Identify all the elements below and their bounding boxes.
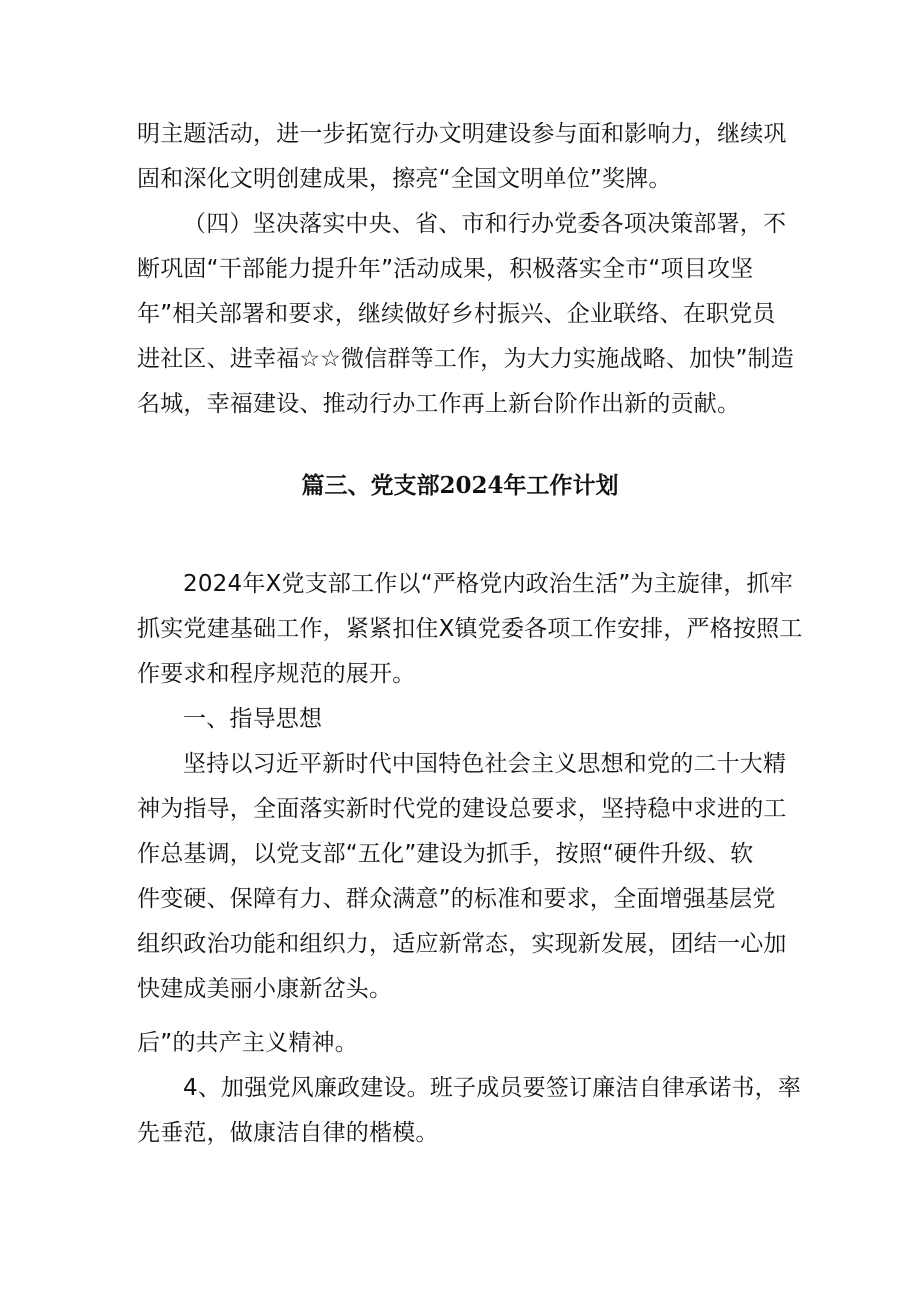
text-line: 神为指导，全面落实新时代党的建设总要求，坚持稳中求进的工 (137, 796, 787, 822)
paragraph-continued (137, 112, 797, 202)
text-line: 明主题活动，进一步拓宽行办文明建设参与面和影响力，继续巩 (137, 121, 787, 147)
text-line: 4、加强党风廉政建设。班子成员要签订廉洁自律承诺书，率 (183, 1075, 802, 1101)
text-line: 一、指导思想 (183, 706, 323, 732)
text-line: （四）坚决落实中央、省、市和行办党委各项决策部署，不 (183, 211, 787, 237)
text-line: 进社区、进幸福☆☆微信群等工作，为大力实施战略、加快”制造 (137, 346, 794, 372)
text-line: 快建成美丽小康新岔头。 (137, 976, 393, 1002)
paragraph-fragment (137, 1021, 797, 1066)
text-line: 抓实党建基础工作，紧紧扣住X镇党委各项工作安排，严格按照工 (137, 616, 803, 642)
paragraph-item-four (137, 1066, 802, 1156)
text-line: 名城，幸福建设、推动行办工作再上新台阶作出新的贡献。 (137, 391, 741, 417)
guiding-title (137, 697, 797, 742)
paragraph-section-four (137, 202, 797, 427)
text-line: 后”的共产主义精神。 (137, 1030, 358, 1056)
paragraph-guiding (137, 742, 797, 1012)
text-line: 组织政治功能和组织力，适应新常态，实现新发展，团结一心加 (137, 931, 787, 957)
text-line: 2024年X党支部工作以“严格党内政治生活”为主旋律，抓牢 (183, 571, 793, 597)
text-line: 作总基调，以党支部“五化”建设为抓手，按照“硬件升级、软 (137, 841, 754, 867)
text-line: 固和深化文明创建成果，擦亮“全国文明单位”奖牌。 (137, 166, 672, 192)
paragraph-intro (137, 562, 803, 697)
text-line: 年”相关部署和要求，继续做好乡村振兴、企业联络、在职党员 (137, 301, 776, 327)
text-line: 断巩固“干部能力提升年”活动成果，积极落实全市“项目攻坚 (137, 256, 754, 282)
section-heading: 篇三、党支部2024年工作计划 (301, 472, 619, 499)
text-line: 先垂范，做康洁自律的楷模。 (137, 1120, 439, 1146)
text-line: 坚持以习近平新时代中国特色社会主义思想和党的二十大精 (183, 751, 787, 777)
text-line: 件变硬、保障有力、群众满意”的标准和要求，全面增强基层党 (137, 886, 776, 912)
text-line: 作要求和程序规范的展开。 (137, 661, 416, 687)
